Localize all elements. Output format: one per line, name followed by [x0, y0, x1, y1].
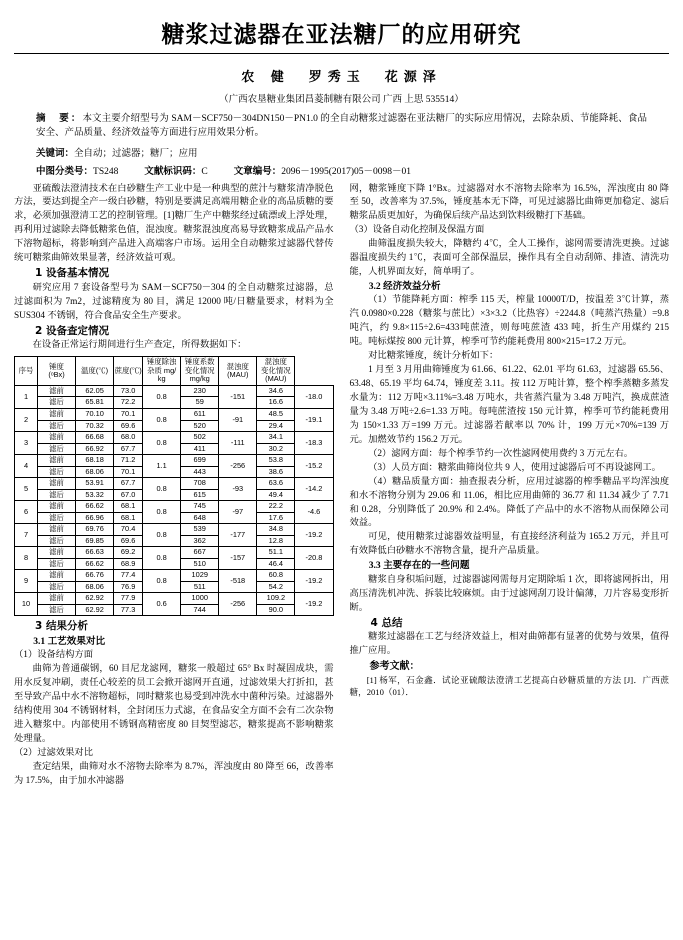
- econ-energy-paragraph: [350, 294, 670, 350]
- table-cell: 502: [181, 432, 219, 444]
- table-cell: 38.6: [257, 466, 295, 478]
- table-column-header: 锤度除浊 杂质 mg/ kg: [143, 357, 181, 386]
- table-cell: 17.6: [257, 512, 295, 524]
- table-cell: 滤后: [38, 443, 76, 455]
- table-cell: -97: [219, 501, 257, 524]
- clc-value: TS248: [93, 166, 119, 177]
- table-cell: 62.92: [76, 593, 114, 605]
- clc-group: [36, 163, 118, 177]
- table-cell: -91: [219, 408, 257, 431]
- table-cell: 443: [181, 466, 219, 478]
- keywords-block: [36, 145, 647, 159]
- survey-table-body: [15, 385, 334, 615]
- table-cell: 68.06: [76, 466, 114, 478]
- equipment-paragraph: 研究应用 7 套设备型号为 SAM－SCF750－304 的全自动糖浆过滤器，总过滤面积为 7m2，过滤精度为 80 目，满足 12000 吨/日糖量要求，材料为全 SUS304 不锈钢，符合食品安全生产要求。: [14, 282, 334, 321]
- table-cell: 滤前: [38, 570, 76, 582]
- table-cell: 66.96: [76, 512, 114, 524]
- table-cell: -19.2: [295, 524, 333, 547]
- table-cell: 12.8: [257, 535, 295, 547]
- table-row: [15, 524, 334, 536]
- automation-subheading: （3）设备自动化控制及保温方面: [349, 225, 485, 236]
- classification-line: [36, 163, 647, 177]
- table-cell: 648: [181, 512, 219, 524]
- table-cell: 699: [181, 455, 219, 467]
- table-cell: 62.05: [76, 385, 114, 397]
- table-cell: 90.0: [257, 604, 295, 616]
- table-cell: 29.4: [257, 420, 295, 432]
- table-column-header: 温度(℃): [76, 357, 114, 386]
- table-cell: 49.4: [257, 489, 295, 501]
- affiliation: （广西农垦糖业集团昌菱制糖有限公司 广西 上思 535514）: [219, 95, 464, 105]
- table-cell: 3: [15, 432, 38, 455]
- table-cell: 72.2: [114, 397, 143, 409]
- table-column-header: 锤度 (ᵒBx): [38, 357, 76, 386]
- table-cell: 510: [181, 558, 219, 570]
- table-cell: 10: [15, 593, 38, 616]
- table-cell: 34.1: [257, 432, 295, 444]
- table-cell: -18.3: [295, 432, 333, 455]
- table-cell: 滤前: [38, 455, 76, 467]
- table-cell: 滤前: [38, 385, 76, 397]
- table-row: [15, 385, 334, 397]
- effect-subheading: （2）过滤效果对比: [14, 747, 94, 758]
- table-cell: 68.06: [76, 581, 114, 593]
- heading-survey: 2 设备查定情况: [35, 324, 109, 337]
- structure-paragraph: 曲筛为普通碳钢，60 目尼龙滤网，糖浆一般超过 65° Bx 时凝固成块，需用水反复冲刷，责任心较差的员工会掀开滤网开直通，过滤效果大打折扣，甚至导致产品中水不溶物超标，同时糖浆也易受到冲洗水中菌种污染。过滤器外结构使用 304 不锈钢材料，全封闭压力式滤，在食品安全方面不会有二次杂物进入糖浆中。内部使用不锈钢高精密度 80 目契型滤芯，糖浆提高不影响糖浆处理量。: [14, 664, 334, 745]
- table-row: [15, 593, 334, 605]
- table-cell: 54.2: [257, 581, 295, 593]
- table-cell: 539: [181, 524, 219, 536]
- econ-screen-text: 每个榨季节约一次性滤网使用费约 3 万元左右。: [437, 448, 634, 459]
- table-cell: 362: [181, 535, 219, 547]
- table-cell: 0.8: [143, 524, 181, 547]
- heading-equipment: 1 设备基本情况: [35, 267, 109, 280]
- heading-conclusion: 4 总结: [370, 616, 403, 629]
- table-cell: 34.8: [257, 524, 295, 536]
- continued-paragraph: 网，糖浆锤度下降 1°Bx。过滤器对水不溶物去除率为 16.5%，浑浊度由 80 降至 50，改善率为 37.5%，锤度基本无下降，可见过滤器比曲筛更加稳定、滤后糖浆品质更加好，为确保后续产品达到饮料级糖打下基础。: [349, 183, 669, 222]
- econ-quality-label: （4）糖品质量方面：: [368, 476, 460, 487]
- table-cell: 66.62: [76, 558, 114, 570]
- keywords-text: 全自动；过滤器；糖厂；应用: [74, 148, 198, 159]
- reference-item: [1] 杨军，石金鑫．试论亚硫酸法澄清工艺提高白砂糖质量的方法 [J]．广西蔗糖，2010（01）．: [349, 675, 669, 698]
- table-cell: 69.85: [76, 535, 114, 547]
- table-cell: 0.8: [143, 547, 181, 570]
- table-cell: -20.8: [295, 547, 333, 570]
- table-cell: 70.1: [114, 408, 143, 420]
- table-cell: 1029: [181, 570, 219, 582]
- table-cell: 22.2: [257, 501, 295, 513]
- table-cell: 60.8: [257, 570, 295, 582]
- table-cell: 511: [181, 581, 219, 593]
- econ-staff-paragraph: [350, 462, 670, 476]
- keywords-label: 关键词：: [36, 148, 75, 159]
- table-cell: 滤后: [38, 489, 76, 501]
- table-row: [15, 501, 334, 513]
- table-cell: 73.0: [114, 385, 143, 397]
- table-cell: 708: [181, 478, 219, 490]
- table-cell: 70.4: [114, 524, 143, 536]
- table-row: [15, 432, 334, 444]
- table-cell: 67.0: [114, 489, 143, 501]
- page-title: 糖浆过滤器在亚法糖厂的应用研究: [161, 22, 522, 48]
- table-cell: 76.9: [114, 581, 143, 593]
- doccode-group: [144, 163, 207, 177]
- abstract-label: 摘 要：: [36, 114, 83, 124]
- table-cell: 0.6: [143, 593, 181, 616]
- table-cell: 68.1: [114, 501, 143, 513]
- abstract-text: 本文主要介绍型号为 SAM－SCF750－304DN150－PN1.0 的全自动糖浆过滤器在亚法糖厂的实际应用情况，去除杂质、节能降耗、食品安全、产品质量、经济效益等方面进行应用效果分析。: [36, 114, 647, 138]
- articleid-value: 2096－1995(2017)05－0098－01: [281, 166, 412, 177]
- table-cell: 4: [15, 455, 38, 478]
- table-cell: 8: [15, 547, 38, 570]
- table-cell: 滤后: [38, 604, 76, 616]
- clc-label: 中图分类号：: [36, 166, 94, 177]
- table-cell: 滤前: [38, 408, 76, 420]
- table-cell: 611: [181, 408, 219, 420]
- problems-paragraph: 糖浆自身积垢问题，过滤器滤网需每月定期除垢 1 次，即将滤网拆出，用高压清洗机冲洗、拆装比较麻烦。由于过滤网刮刀设计偏薄，刀片容易变形折断。: [349, 574, 669, 613]
- table-cell: 16.6: [257, 397, 295, 409]
- table-cell: 0.8: [143, 432, 181, 455]
- table-cell: 70.1: [114, 466, 143, 478]
- heading-results: 3 结果分析: [35, 620, 88, 633]
- table-cell: -4.6: [295, 501, 333, 524]
- table-cell: -256: [219, 593, 257, 616]
- table-cell: -157: [219, 547, 257, 570]
- table-cell: -518: [219, 570, 257, 593]
- articleid-label: 文章编号：: [233, 166, 282, 177]
- table-cell: 67.7: [114, 443, 143, 455]
- table-cell: -18.0: [295, 385, 333, 408]
- table-header-row: [15, 357, 334, 386]
- table-cell: 66.63: [76, 547, 114, 559]
- table-cell: 68.0: [114, 432, 143, 444]
- table-column-header: 混浊度 (MAU): [219, 357, 257, 386]
- table-cell: -256: [219, 455, 257, 478]
- table-cell: 46.4: [257, 558, 295, 570]
- econ-brix-intro: 对比糖浆锤度，统计分析如下：: [368, 351, 499, 362]
- left-column: [14, 183, 334, 789]
- table-cell: 66.92: [76, 443, 114, 455]
- table-cell: 滤前: [38, 593, 76, 605]
- table-cell: 69.76: [76, 524, 114, 536]
- econ-quality-paragraph: [350, 476, 670, 532]
- table-cell: 滤前: [38, 501, 76, 513]
- table-cell: -19.2: [295, 570, 333, 593]
- heading-problems: 3.3 主要存在的一些问题: [368, 560, 470, 572]
- table-cell: 77.3: [114, 604, 143, 616]
- table-cell: 70.10: [76, 408, 114, 420]
- table-cell: 69.2: [114, 547, 143, 559]
- table-cell: 滤前: [38, 547, 76, 559]
- table-cell: -93: [219, 478, 257, 501]
- table-cell: 0.8: [143, 478, 181, 501]
- table-cell: 667: [181, 547, 219, 559]
- table-cell: 0.8: [143, 501, 181, 524]
- table-intro: 在设备正常运行期间进行生产查定，所得数据如下：: [32, 340, 247, 351]
- table-row: [15, 570, 334, 582]
- table-cell: 1000: [181, 593, 219, 605]
- table-cell: 68.18: [76, 455, 114, 467]
- doccode-label: 文献标识码：: [144, 166, 202, 177]
- table-cell: 520: [181, 420, 219, 432]
- table-cell: 48.5: [257, 408, 295, 420]
- table-cell: 滤后: [38, 512, 76, 524]
- table-cell: -15.2: [295, 455, 333, 478]
- table-cell: 77.9: [114, 593, 143, 605]
- two-column-body: [14, 183, 669, 789]
- table-row: [15, 455, 334, 467]
- table-cell: 59: [181, 397, 219, 409]
- table-cell: 9: [15, 570, 38, 593]
- econ-energy-label: （1）节能降耗方面：: [368, 295, 459, 306]
- table-cell: -19.1: [295, 408, 333, 431]
- table-cell: 5: [15, 478, 38, 501]
- table-cell: 66.76: [76, 570, 114, 582]
- survey-table-head: [15, 357, 334, 386]
- table-cell: 滤后: [38, 535, 76, 547]
- table-cell: -177: [219, 524, 257, 547]
- table-row: [15, 408, 334, 420]
- table-column-header: 锤度系数 变化情况 mg/kg: [181, 357, 219, 386]
- table-column-header: 混浊度 变化情况 (MAU): [257, 357, 295, 386]
- references-heading: 参考文献：: [369, 661, 420, 673]
- table-cell: 滤前: [38, 524, 76, 536]
- table-row: [15, 478, 334, 490]
- intro-paragraph: 亚硫酸法澄清技术在白砂糖生产工业中是一种典型的蔗汁与糖浆清净脱色方法，要达到提全产一级白砂糖，特别是要满足高端用糖企业的高品质糖的要求，必须加强澄清工艺的控制管理。[1]糖厂生产中糖浆经过硫漂或上浮处理，再利用过滤除去降低糖浆色值，混浊度。糖浆混浊度高易导致糖浆成品产品水下溶物超标，将影响到产品进入高端客户市场。运用全自动糖浆过滤器代替传统可糖浆曲筛效果显著，经济效益可观。: [14, 183, 334, 264]
- articleid-group: [234, 163, 411, 177]
- table-cell: 63.6: [257, 478, 295, 490]
- table-cell: 1: [15, 385, 38, 408]
- table-cell: 65.81: [76, 397, 114, 409]
- table-cell: 69.6: [114, 420, 143, 432]
- table-cell: 0.8: [143, 570, 181, 593]
- table-cell: 滤前: [38, 432, 76, 444]
- table-cell: 53.8: [257, 455, 295, 467]
- title-divider: [14, 53, 669, 54]
- table-cell: 77.4: [114, 570, 143, 582]
- table-cell: 滤后: [38, 420, 76, 432]
- table-cell: 66.62: [76, 501, 114, 513]
- conclusion-paragraph: 糖浆过滤器在工艺与经济效益上，相对曲筛都有显著的优势与效果，值得推广应用。: [349, 632, 669, 657]
- table-cell: 53.91: [76, 478, 114, 490]
- econ-screen-label: （2）滤网方面：: [368, 448, 438, 459]
- table-cell: 615: [181, 489, 219, 501]
- table-cell: 滤后: [38, 581, 76, 593]
- table-cell: -19.2: [295, 593, 333, 616]
- table-cell: 7: [15, 524, 38, 547]
- abstract-block: [36, 113, 647, 141]
- table-cell: 411: [181, 443, 219, 455]
- table-cell: 30.2: [257, 443, 295, 455]
- table-cell: 71.2: [114, 455, 143, 467]
- doccode-value: C: [201, 166, 208, 177]
- table-cell: -151: [219, 385, 257, 408]
- table-cell: 51.1: [257, 547, 295, 559]
- econ-staff-label: （3）人员方面：: [368, 462, 438, 473]
- table-cell: 69.6: [114, 535, 143, 547]
- author-list: 农 健 罗秀玉 花源泽: [241, 70, 442, 85]
- econ-quality-text: 抽查报表分析，应用过滤器的榨季糖品平均浑浊度和水不溶物分别为 29.06 和 11.06，相比应用曲筛的 36.77 和 11.34 减少了 7.71 和 0.28，分别降低了 20.9% 和 2.4%。降低了产品中的水不溶物从而保障公司效益。: [349, 476, 669, 529]
- right-column: [350, 183, 670, 789]
- table-cell: 0.8: [143, 385, 181, 408]
- econ-staff-text: 糖浆曲筛岗位共 9 人，使用过滤器后可不再设滤网工。: [437, 462, 661, 473]
- econ-screen-paragraph: [350, 448, 670, 462]
- heading-economic: 3.2 经济效益分析: [368, 281, 441, 293]
- table-cell: 6: [15, 501, 38, 524]
- table-cell: 230: [181, 385, 219, 397]
- table-cell: 1.1: [143, 455, 181, 478]
- table-cell: 70.32: [76, 420, 114, 432]
- table-cell: -14.2: [295, 478, 333, 501]
- table-row: [15, 547, 334, 559]
- table-column-header: 蔗度(℃): [114, 357, 143, 386]
- table-cell: -111: [219, 432, 257, 455]
- structure-subheading: （1）设备结构方面: [14, 650, 94, 661]
- table-cell: 62.92: [76, 604, 114, 616]
- table-cell: 744: [181, 604, 219, 616]
- table-cell: 53.32: [76, 489, 114, 501]
- table-cell: 68.9: [114, 558, 143, 570]
- table-cell: 0.8: [143, 408, 181, 431]
- table-cell: 滤前: [38, 478, 76, 490]
- effect-paragraph: 查定结果，曲筛对水不溶物去除率为 8.7%，浑浊度由 80 降至 66，改善率为 17.5%，由于加水冲滤器: [14, 761, 334, 786]
- table-cell: 滤后: [38, 466, 76, 478]
- table-cell: 68.1: [114, 512, 143, 524]
- survey-table: [14, 356, 334, 616]
- heading-craft-compare: 3.1 工艺效果对比: [33, 636, 106, 648]
- table-cell: 2: [15, 408, 38, 431]
- table-column-header: 序号: [15, 357, 38, 386]
- table-cell: 滤后: [38, 558, 76, 570]
- automation-paragraph: 曲筛温度损失较大，降糖约 4℃，全人工操作，滤网需要清洗更换。过滤器温度损失约 1℃，表面可全部保温层，操作具有全自动刮筛、排渣、清洗功能，人机界面友好，简单明了。: [349, 239, 669, 278]
- econ-brix-detail: 1 月至 3 月用曲筛锤度为 61.66、61.22、62.01 平均 61.63，过滤器 65.56、63.48、65.19 平均 64.74，锤度差 3.11。按 112 万吨计算，整个榨季蒸糖多蒸发水量为：112 万吨×3.11%=3.48 万吨水，共省蒸汽量为 3.48 万吨汽，换成蔗渣量为 3.48 万吨÷2.6=1.33 万吨。每吨蔗渣按 150 元计算，榨季可节约能耗费用为 150×1.33 万=199 万元。过滤器若献率以 70% 计，199 万元×70%=139 万元。加燃效节约 156.2 万元。: [349, 365, 669, 445]
- table-cell: 67.7: [114, 478, 143, 490]
- table-cell: 66.68: [76, 432, 114, 444]
- table-cell: 滤后: [38, 397, 76, 409]
- table-cell: 745: [181, 501, 219, 513]
- econ-energy-text: 榨季 115 天，榨量 10000T/D，按温差 3℃计算，蒸汽 0.0980×0.228（糖浆与蔗比）×3×3.2（比热容）÷2244.8（吨蒸汽热量）=9.8 吨汽，约 9.8×115÷2.6=433吨蔗渣，则每吨蔗渣 433 吨，折生产用煤约 215 吨。吨标煤按 800 元计算，榨季可节约能耗费用 800×215=17.2 万元。: [349, 295, 669, 348]
- econ-summary-paragraph: 可见，使用糖浆过滤器效益明显，有直接经济利益为 165.2 万元，并且可有效降低白砂糖水不溶物含量，提升产品质量。: [349, 532, 669, 557]
- table-cell: 109.2: [257, 593, 295, 605]
- table-cell: 34.6: [257, 385, 295, 397]
